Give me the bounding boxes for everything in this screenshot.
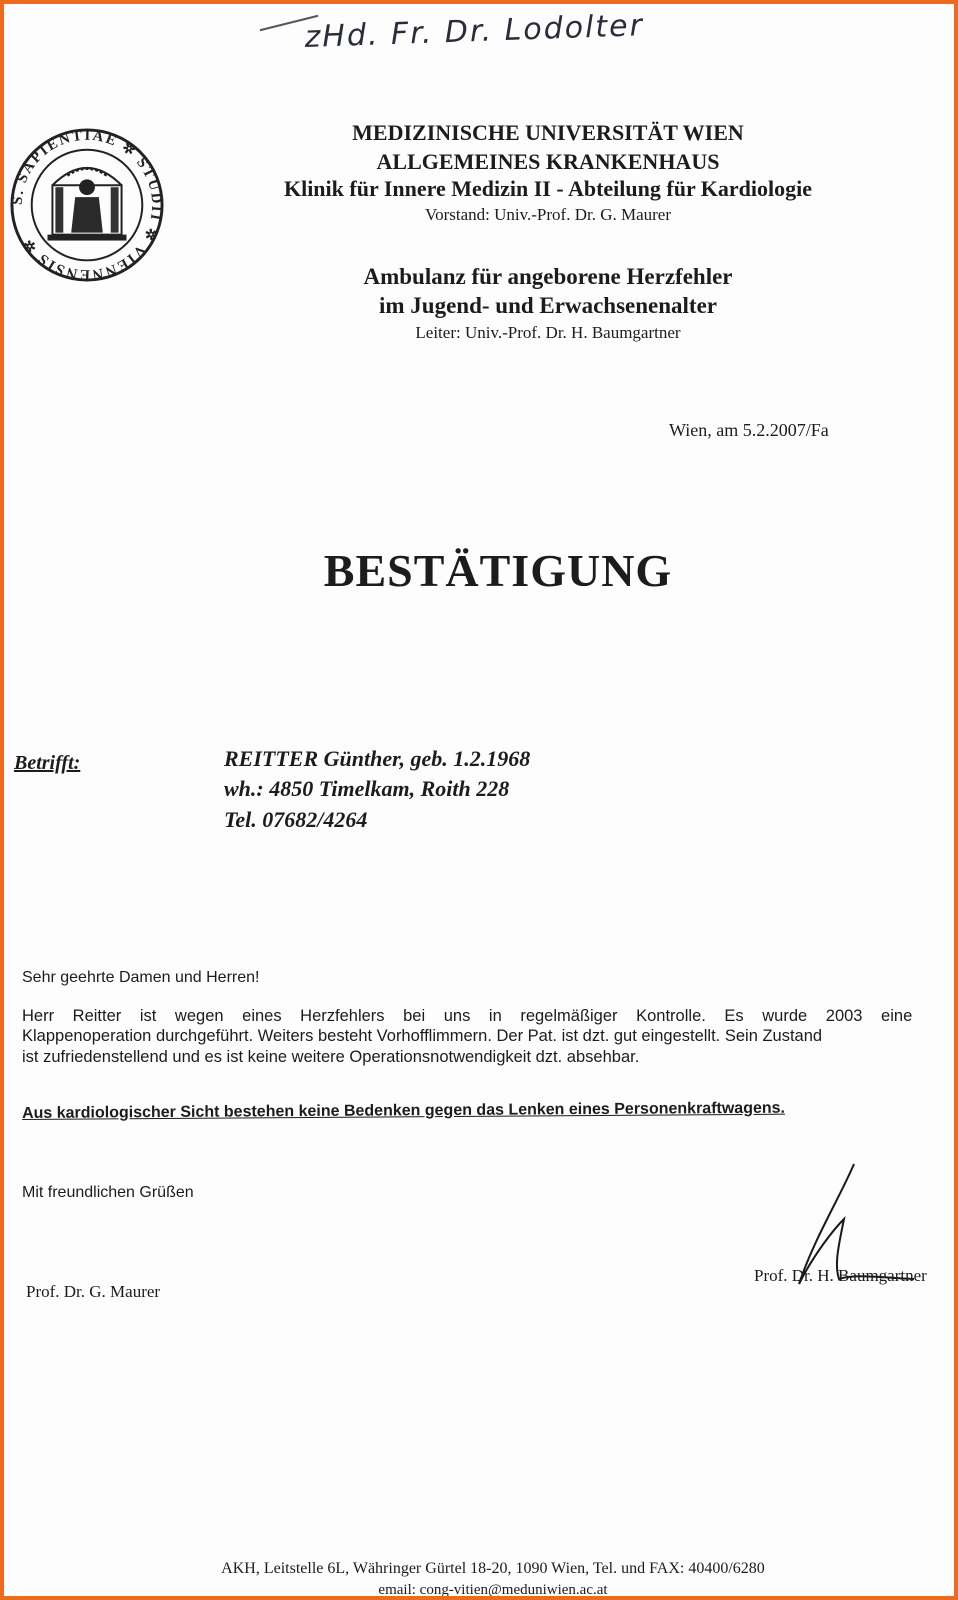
body-paragraph-line: Herr Reitter ist wegen eines Herzfehlers bei uns in regelmäßiger Kontrolle. Es wurde 2003 eine bbox=[22, 1007, 913, 1025]
ambulance-name-line1: Ambulanz für angeborene Herzfehler bbox=[363, 264, 733, 289]
handwritten-signature-icon bbox=[794, 1159, 934, 1299]
body-paragraph-line: Klappenoperation durchgeführt. Weiters besteht Vorhofflimmern. Der Pat. ist dzt. gut eingestellt. Sein Zustand bbox=[22, 1027, 823, 1045]
ambulance-name-line2: im Jugend- und Erwachsenenalter bbox=[379, 293, 717, 318]
clinic-name: Klinik für Innere Medizin II - Abteilung für Kardiologie bbox=[283, 176, 813, 201]
svg-text:S. SAPIENTIAE ✲ STUDII ✲ VIENN: S. SAPIENTIAE ✲ STUDII ✲ VIENNENSIS ✲ bbox=[9, 127, 165, 283]
signatory-right: Prof. Dr. H. Baumgartner bbox=[754, 1266, 927, 1285]
subject-label: Betrifft: bbox=[14, 752, 81, 774]
footer-address: AKH, Leitstelle 6L, Währinger Gürtel 18-20, 1090 Wien, Tel. und FAX: 40400/6280 bbox=[221, 1560, 765, 1577]
subject-address-line: wh.: 4850 Timelkam, Roith 228 bbox=[224, 776, 510, 801]
signatory-left: Prof. Dr. G. Maurer bbox=[26, 1282, 161, 1301]
body-paragraph-line: ist zufriedenstellend und es ist keine weitere Operationsnotwendigkeit dzt. absehbar. bbox=[22, 1048, 640, 1066]
ambulance-leader: Leiter: Univ.-Prof. Dr. H. Baumgartner bbox=[415, 323, 681, 342]
handwritten-note: zHd. Fr. Dr. Lodolter bbox=[304, 8, 645, 55]
closing-salutation: Mit freundlichen Grüßen bbox=[22, 1184, 194, 1201]
driving-clearance-notice: Aus kardiologischer Sicht bestehen keine Bedenken gegen das Lenken eines Personenkraftwagens. bbox=[22, 1099, 786, 1122]
subject-phone-line: Tel. 07682/4264 bbox=[224, 807, 368, 832]
subject-name-line: REITTER Günther, geb. 1.2.1968 bbox=[224, 746, 531, 771]
footer-email: email: cong-vitien@meduniwien.ac.at bbox=[378, 1582, 608, 1598]
document-title: BESTÄTIGUNG bbox=[323, 545, 673, 596]
date-line: Wien, am 5.2.2007/Fa bbox=[669, 420, 829, 440]
clinic-head: Vorstand: Univ.-Prof. Dr. G. Maurer bbox=[425, 205, 671, 224]
hospital-name: ALLGEMEINES KRANKENHAUS bbox=[376, 149, 720, 174]
greeting: Sehr geehrte Damen und Herren! bbox=[22, 969, 260, 986]
university-name: MEDIZINISCHE UNIVERSITÄT WIEN bbox=[352, 120, 744, 145]
